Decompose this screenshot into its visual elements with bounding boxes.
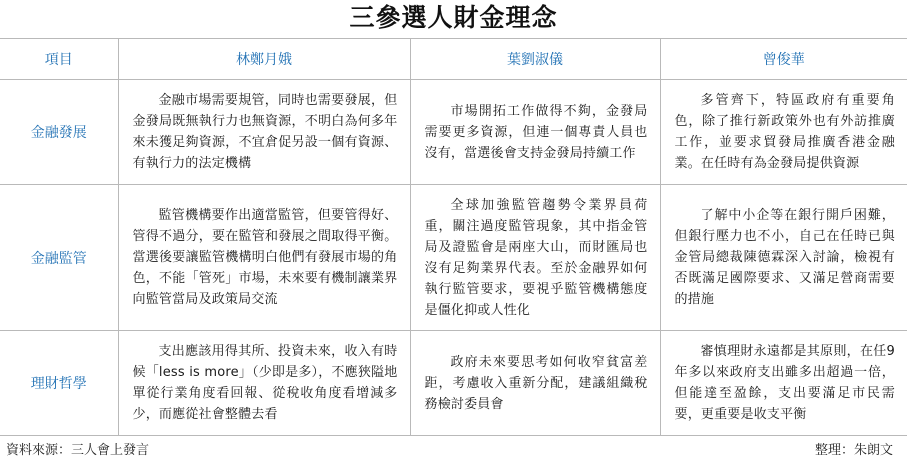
table-header-row (0, 39, 907, 80)
table-cell: 金融市場需要規管，同時也需要發展，但金發局既無執行力也無資源，不明白為何多年來未獲足夠資源，不宜倉促另設一個有資源、有執行力的法定機構 (118, 80, 410, 185)
table-row (0, 80, 907, 185)
editor-credit: 整理：朱朗文 (814, 443, 893, 458)
source-note: 資料來源：三人會上發言 (6, 443, 150, 458)
table-cell: 支出應該用得其所、投資未來，收入有時候「less is more」（少即是多），不應狹隘地單從行業角度看回報、從稅收角度看增減多少，而應從社會整體去看 (118, 331, 410, 436)
table-cell: 全球加強監管趨勢令業界員荷重，關注過度監管現象，其中指金管局及證監會是兩座大山，而財匯局也沒有足夠業界代表。至於金融界如何執行監管要求，要視乎監管機構態度是僵化抑或人性化 (410, 185, 660, 331)
table-cell: 審慎理財永遠都是其原則，在任9年多以來政府支出雖多出超過一倍，但能達至盈餘，支出要滿足市民需要，更重要是收支平衡 (660, 331, 907, 436)
row-label: 金融發展 (0, 80, 118, 185)
row-label: 理財哲學 (0, 331, 118, 436)
header-candidate-3: 曾俊華 (660, 39, 907, 80)
page-title: 三參選人財金理念 (349, 3, 558, 32)
table-cell: 了解中小企等在銀行開戶困難，但銀行壓力也不小，自己在任時已與金管局總裁陳德霖深入討論，檢視有否既滿足國際要求、又滿足營商需要的措施 (660, 185, 907, 331)
header-candidate-2: 葉劉淑儀 (410, 39, 660, 80)
table-row (0, 331, 907, 436)
footer (6, 442, 893, 460)
table-cell: 政府未來要思考如何收窄貧富差距，考慮收入重新分配，建議組織稅務檢討委員會 (410, 331, 660, 436)
header-candidate-1: 林鄭月娥 (118, 39, 410, 80)
table-cell: 多管齊下，特區政府有重要角色，除了推行新政策外也有外訪推廣工作，並要求貿發局推廣香港金融業。在任時有為金發局提供資源 (660, 80, 907, 185)
comparison-table (0, 38, 907, 436)
table-cell: 監管機構要作出適當監管，但要管得好、管得不過分，要在監管和發展之間取得平衡。當選後要讓監管機構明白他們有發展市場的角色，不能「管死」市場，未來要有機制讓業界向監管當局及政策局交流 (118, 185, 410, 331)
table-cell: 市場開拓工作做得不夠，金發局需要更多資源，但連一個專責人員也沒有，當選後會支持金發局持續工作 (410, 80, 660, 185)
row-label: 金融監管 (0, 185, 118, 331)
header-item: 項目 (0, 39, 118, 80)
table-row (0, 185, 907, 331)
